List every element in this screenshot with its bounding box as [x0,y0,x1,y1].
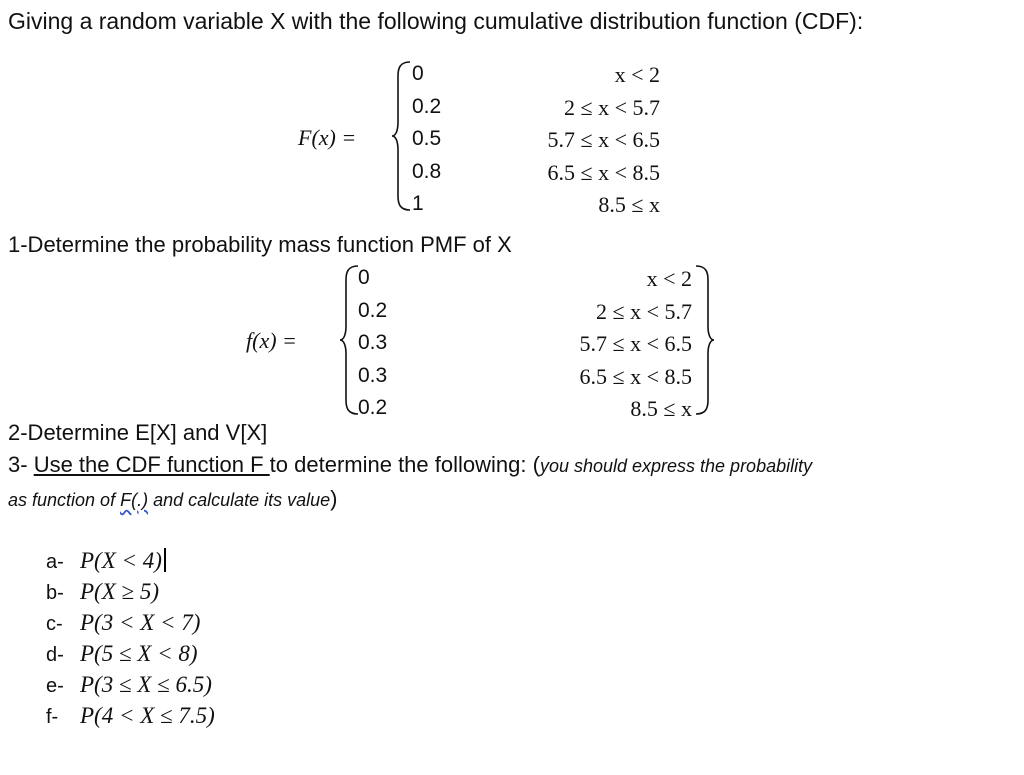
cdf-case-value: 0.8 [412,159,442,183]
pmf-case-value: 0.2 [358,298,388,322]
sub-question-label: f- [46,706,59,728]
pmf-case-condition: 2 ≤ x < 5.7 [596,298,692,324]
intro-text: Giving a random variable X with the following cumulative distribution function (CDF): [8,8,864,34]
cdf-left-brace [390,60,412,212]
sub-question-item [46,548,166,574]
sub-question-expression: P(X < 4) [80,548,162,573]
question-3-underlined: Use the CDF function F [33,452,270,477]
cdf-case-value: 0.5 [412,127,442,150]
sub-question-label: c- [46,613,63,635]
question-3-line-2 [8,486,338,512]
pmf-case-value: 0.3 [358,331,388,354]
question-3-note-1: you should express the probability [539,456,813,476]
sub-question-item [46,641,198,667]
question-2: 2-Determine E[X] and V[X] [8,420,268,445]
sub-question-item [46,579,159,605]
question-3-note-2b: F(.) [120,490,149,510]
pmf-case-condition: 8.5 ≤ x [630,396,692,421]
sub-question-item [46,610,200,636]
cdf-case-condition: x < 2 [614,62,660,87]
sub-question-label: e- [46,675,64,697]
pmf-case-condition: 6.5 ≤ x < 8.5 [579,363,692,389]
sub-question-label: a- [46,551,64,573]
pmf-case-value: 0.2 [358,396,388,419]
question-3 [8,452,812,478]
pmf-case-condition: 5.7 ≤ x < 6.5 [579,331,692,356]
question-3-note-2c: and calculate its value [148,490,331,510]
pmf-lhs: f(x) = [246,328,297,353]
sub-question-item [46,703,215,729]
sub-question-expression: P(3 ≤ X ≤ 6.5) [80,672,212,697]
text-cursor [164,548,166,572]
sub-question-item [46,672,212,698]
cdf-case-condition: 2 ≤ x < 5.7 [564,94,660,120]
pmf-case-value: 0 [358,266,370,289]
sub-question-expression: P(3 < X < 7) [80,610,201,635]
cdf-case-value: 1 [412,192,424,215]
cdf-case-condition: 8.5 ≤ x [598,192,660,217]
cdf-case-condition: 5.7 ≤ x < 6.5 [547,127,660,152]
question-3-close: ) [330,486,338,511]
question-1: 1-Determine the probability mass function PMF of X [8,232,512,257]
cdf-lhs: F(x) = [298,125,357,150]
pmf-case-value: 0.3 [358,363,388,387]
pmf-case-condition: x < 2 [646,266,692,291]
question-3-prefix: 3- [8,452,34,477]
pmf-left-brace [338,264,360,416]
cdf-case-condition: 6.5 ≤ x < 8.5 [547,159,660,185]
sub-question-expression: P(4 < X ≤ 7.5) [80,703,215,728]
pmf-right-brace [694,264,716,416]
cdf-case-value: 0 [412,62,424,85]
cdf-case-value: 0.2 [412,94,442,118]
question-3-rest: to determine the following: ( [269,452,540,477]
question-3-note-2a: as function of [8,490,121,510]
sub-question-label: d- [46,644,64,666]
sub-question-expression: P(X ≥ 5) [80,579,160,604]
sub-question-expression: P(5 ≤ X < 8) [80,641,198,666]
sub-question-label: b- [46,582,64,604]
